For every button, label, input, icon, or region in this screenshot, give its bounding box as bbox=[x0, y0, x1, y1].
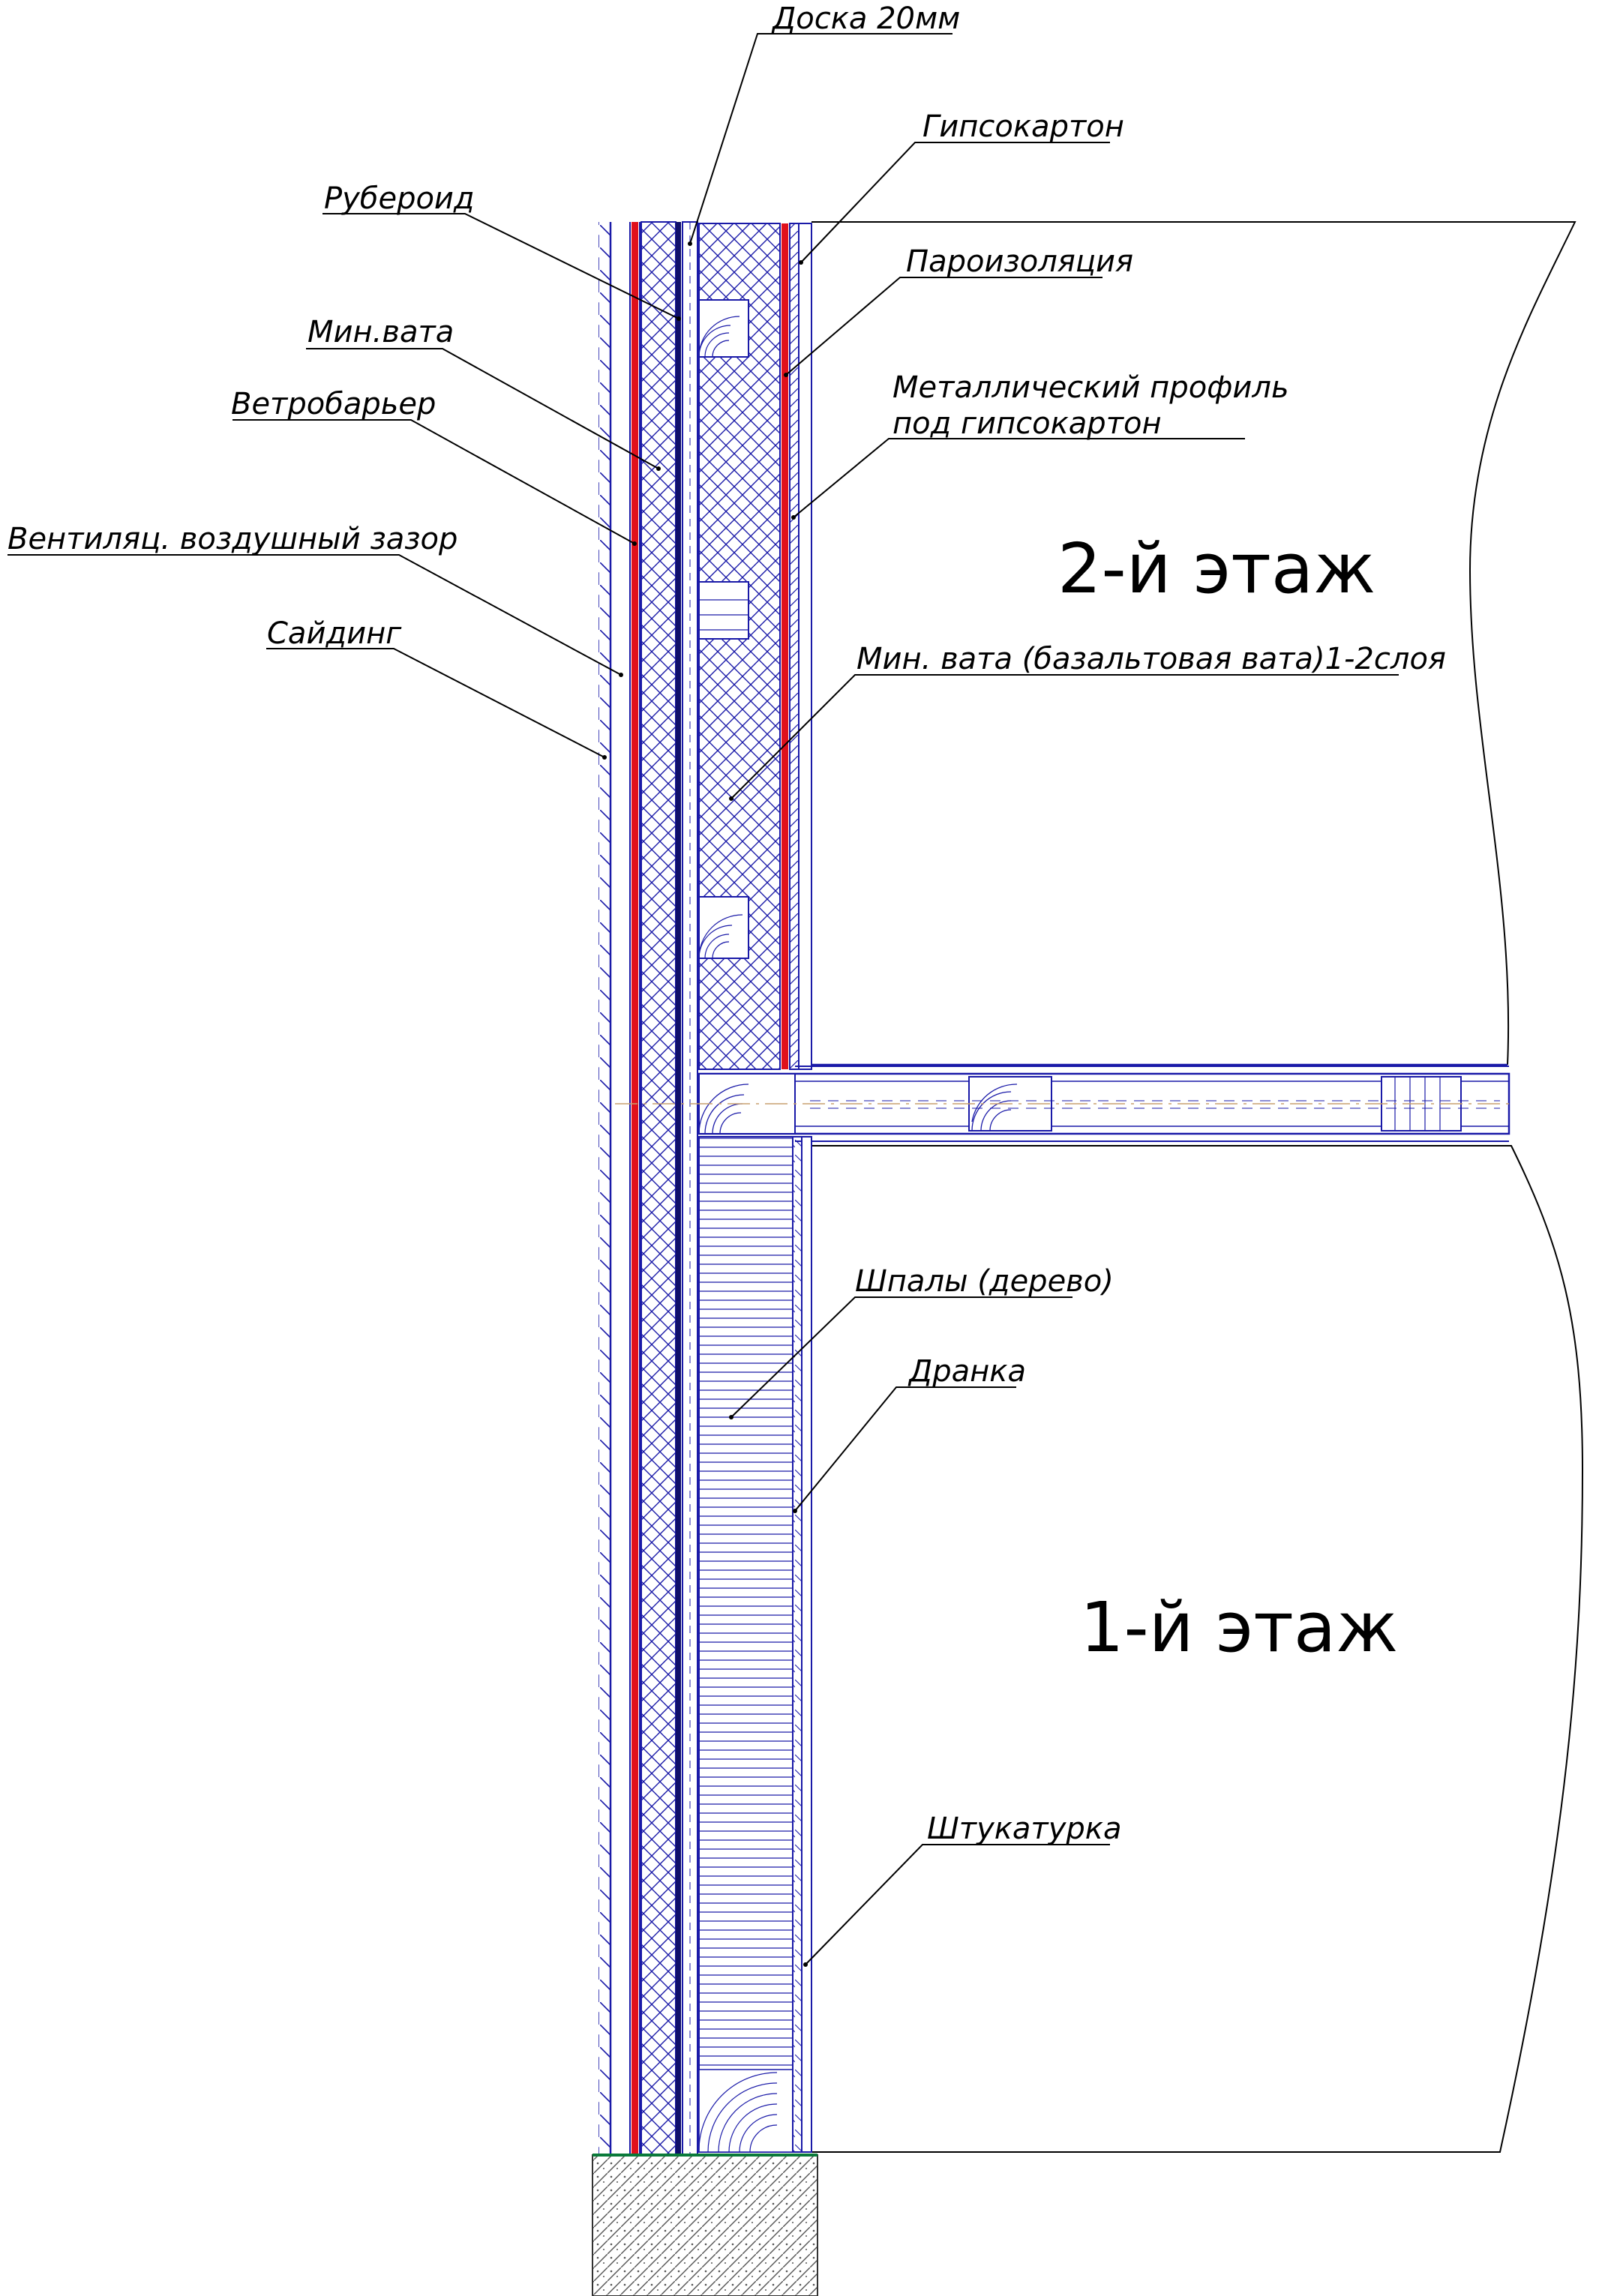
label-basalt-wool: Мин. вата (базальтовая вата)1-2слоя bbox=[856, 642, 1446, 676]
label-lath: Дранка bbox=[909, 1354, 1026, 1389]
vapor-barrier-layer bbox=[782, 223, 788, 1069]
floor-label-first: 1-й этаж bbox=[1080, 1587, 1399, 1668]
label-wind-barrier: Ветробарьер bbox=[231, 387, 436, 421]
label-siding: Сайдинг bbox=[267, 616, 402, 651]
drywall-layer bbox=[799, 223, 812, 1069]
plaster-layer bbox=[802, 1137, 812, 2152]
frame-stud-2 bbox=[699, 582, 748, 639]
label-metal-profile-line2: под гипсокартон bbox=[892, 406, 1162, 441]
vent-gap-layer bbox=[612, 222, 630, 2155]
label-drywall: Гипсокартон bbox=[922, 109, 1124, 144]
label-sleepers: Шпалы (дерево) bbox=[855, 1264, 1114, 1299]
roofing-felt-layer bbox=[676, 222, 681, 2155]
mineral-wool-outer-layer bbox=[641, 222, 676, 2155]
label-vent-gap: Вентиляц. воздушный зазор bbox=[8, 522, 458, 556]
lath-layer bbox=[793, 1137, 802, 2152]
siding-layer bbox=[598, 222, 610, 2155]
label-roofing-felt: Рубероид bbox=[324, 181, 475, 216]
foundation bbox=[592, 2155, 818, 2296]
metal-profile-layer bbox=[790, 223, 799, 1069]
label-plaster: Штукатурка bbox=[927, 1812, 1122, 1846]
label-mineral-wool: Мин.вата bbox=[308, 315, 454, 349]
label-vapor-barrier: Пароизоляция bbox=[906, 244, 1134, 279]
lower-wall-sleepers bbox=[699, 1137, 812, 2152]
wind-barrier-layer bbox=[632, 222, 638, 2155]
upper-wall-frame bbox=[699, 223, 812, 1069]
frame-stud-1 bbox=[699, 300, 748, 357]
label-board: Доска 20мм bbox=[772, 1, 961, 36]
floor-label-second: 2-й этаж bbox=[1058, 529, 1376, 609]
frame-stud-3 bbox=[699, 897, 748, 958]
label-metal-profile-line1: Металлический профиль bbox=[892, 370, 1289, 405]
sleeper-bottom-end bbox=[699, 2070, 793, 2152]
